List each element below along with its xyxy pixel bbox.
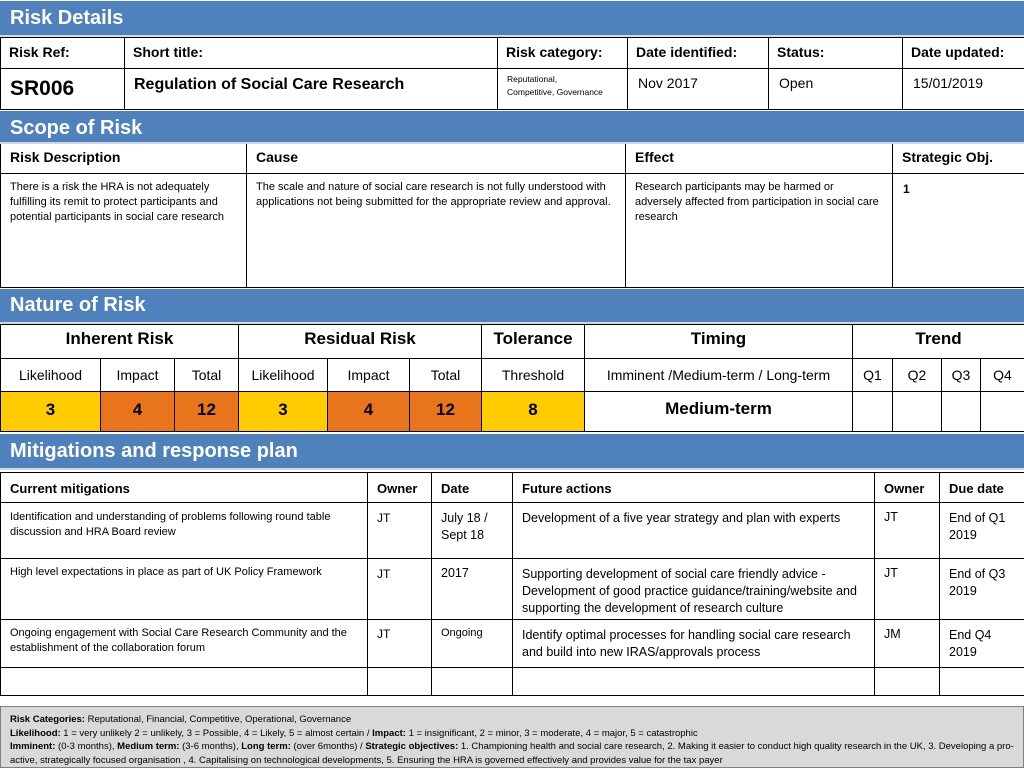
nature-band [0, 288, 1024, 324]
footer-risk-categories-text: Reputational, Financial, Competitive, Operational, Governance [84, 714, 352, 725]
mitigation-empty-row-cell [1, 668, 368, 696]
inherent-impact-value: 4 [101, 392, 175, 432]
residual-total-value: 12 [410, 392, 482, 432]
footer-timing-objectives [10, 740, 1015, 767]
footer-long-label: Long term: [241, 741, 291, 752]
mitigation-empty-row-cell [432, 668, 513, 696]
mitigation-empty-row-cell [875, 668, 940, 696]
strategic-obj-value: 1 [893, 173, 1024, 287]
footer-medium-label: Medium term: [117, 741, 180, 752]
residual-likelihood-value: 3 [239, 392, 328, 432]
mitigation-row-2-future: Supporting development of social care friendly advice - Development of good practice guidance/training/website and supporting the development of research culture [513, 559, 875, 620]
inherent-likelihood-value: 3 [1, 392, 101, 432]
current-mitigations-header: Current mitigations [1, 473, 368, 503]
timing-subheader: Imminent /Medium-term / Long-term [585, 359, 853, 392]
footer-risk-categories [10, 713, 1015, 727]
date-updated-header: Date updated: [903, 38, 1024, 69]
trend-q4-cell [981, 392, 1024, 432]
threshold-value: 8 [482, 392, 585, 432]
mitigation-row-1-owner: JT [368, 503, 432, 559]
inherent-impact-header: Impact [101, 359, 175, 392]
date-identified-header: Date identified: [628, 38, 769, 69]
mitigations-table [0, 472, 1024, 696]
footer-likelihood-label: Likelihood: [10, 727, 61, 739]
footer-long-text: (over 6months) / [290, 741, 366, 752]
trend-q1-cell [853, 392, 893, 432]
date-header: Date [432, 473, 513, 503]
risk-category-header: Risk category: [498, 38, 628, 69]
risk-details-title: Risk Details [10, 6, 124, 29]
mitigation-empty-row-cell [940, 668, 1024, 696]
mitigation-row-2-owner: JT [368, 559, 432, 620]
date-updated-value: 15/01/2019 [903, 69, 1024, 110]
strategic-obj-header: Strategic Obj. [893, 144, 1024, 173]
mitigation-row-1-future: Development of a five year strategy and plan with experts [513, 503, 875, 559]
mitigation-row-3-future: Identify optimal processes for handling social care research and build into new IRAS/approvals process [513, 620, 875, 668]
mitigation-row-1-date: July 18 / Sept 18 [432, 503, 513, 559]
owner-header: Owner [368, 473, 432, 503]
trend-q1-header: Q1 [853, 359, 893, 392]
mitigation-empty-row-cell [368, 668, 432, 696]
residual-likelihood-header: Likelihood [239, 359, 328, 392]
mitigations-title: Mitigations and response plan [10, 439, 298, 462]
footer-impact-text: 1 = insignificant, 2 = minor, 3 = moderate, 4 = major, 5 = catastrophic [405, 727, 698, 739]
due-date-header: Due date [940, 473, 1024, 503]
footer-strategic-text: 1. Championing health and social care research, 2. Making it easier to conduct high quality research in the UK, 3. Developing a pro-active, strategically focused organisation , 4. Capitalising on technological developments, 5. Ensuring the HRA is governed effectively and provides value for the tax payer [10, 741, 1014, 766]
mitigation-row-1-owner2: JT [875, 503, 940, 559]
residual-total-header: Total [410, 359, 482, 392]
mitigation-row-3-owner: JT [368, 620, 432, 668]
footer-medium-text: (3-6 months), [179, 741, 242, 752]
risk-details-band [0, 0, 1024, 37]
trend-q2-cell [893, 392, 942, 432]
residual-impact-header: Impact [328, 359, 410, 392]
risk-ref-value: SR006 [1, 69, 125, 110]
risk-ref-header: Risk Ref: [1, 38, 125, 69]
scope-title: Scope of Risk [10, 116, 143, 139]
cause-header: Cause [247, 144, 626, 173]
scope-band [0, 110, 1024, 144]
trend-q3-header: Q3 [942, 359, 981, 392]
effect-text: Research participants may be harmed or adversely affected from participation in social care research [626, 173, 893, 287]
risk-category-line2: Competitive, Governance [507, 87, 603, 97]
status-value: Open [769, 69, 903, 110]
effect-header: Effect [626, 144, 893, 173]
mitigation-row-3-current: Ongoing engagement with Social Care Research Community and the establishment of the collaboration forum [1, 620, 368, 668]
scope-table [0, 144, 1024, 288]
mitigation-row-2-owner2: JT [875, 559, 940, 620]
future-actions-header: Future actions [513, 473, 875, 503]
short-title-header: Short title: [125, 38, 498, 69]
footer-likelihood-text: 1 = very unlikely 2 = unlikely, 3 = Possible, 4 = Likely, 5 = almost certain / [60, 727, 373, 739]
tolerance-header: Tolerance [482, 325, 585, 359]
footer-strategic-label: Strategic objectives: [365, 741, 459, 752]
footer-likelihood-impact [10, 727, 1015, 741]
footer-imminent-text: (0-3 months), [55, 741, 118, 752]
nature-table [0, 324, 1024, 432]
residual-risk-header: Residual Risk [239, 325, 482, 359]
trend-q3-cell [942, 392, 981, 432]
risk-category-value [498, 69, 628, 110]
inherent-risk-header: Inherent Risk [1, 325, 239, 359]
trend-q2-header: Q2 [893, 359, 942, 392]
mitigation-row-1-due: End of Q1 2019 [940, 503, 1024, 559]
footer-imminent-label: Imminent: [10, 741, 56, 752]
cause-text: The scale and nature of social care research is not fully understood with applications not being submitted for the appropriate review and approval. [247, 173, 626, 287]
mitigation-row-2-due: End of Q3 2019 [940, 559, 1024, 620]
mitigation-row-2-date: 2017 [432, 559, 513, 620]
timing-header: Timing [585, 325, 853, 359]
mitigation-row-3-due: End Q4 2019 [940, 620, 1024, 668]
risk-description-text: There is a risk the HRA is not adequately fulfilling its remit to protect participants and potential participants in social care research [1, 173, 247, 287]
owner2-header: Owner [875, 473, 940, 503]
nature-title: Nature of Risk [10, 294, 146, 316]
mitigation-empty-row-cell [513, 668, 875, 696]
mitigation-row-2-current: High level expectations in place as part of UK Policy Framework [1, 559, 368, 620]
mitigation-row-3-date: Ongoing [432, 620, 513, 668]
trend-q4-header: Q4 [981, 359, 1024, 392]
short-title-value: Regulation of Social Care Research [125, 69, 498, 110]
inherent-total-value: 12 [175, 392, 239, 432]
mitigation-row-1-current: Identification and understanding of problems following round table discussion and HRA Board review [1, 503, 368, 559]
risk-description-header: Risk Description [1, 144, 247, 173]
footer-risk-categories-label: Risk Categories: [10, 714, 85, 725]
mitigation-row-3-owner2: JM [875, 620, 940, 668]
inherent-total-header: Total [175, 359, 239, 392]
trend-header: Trend [853, 325, 1024, 359]
footer-legend [0, 706, 1024, 768]
status-header: Status: [769, 38, 903, 69]
mitigations-band [0, 433, 1024, 470]
risk-details-table [0, 37, 1024, 110]
threshold-header: Threshold [482, 359, 585, 392]
date-identified-value: Nov 2017 [628, 69, 769, 110]
risk-category-line1: Reputational, [507, 74, 558, 84]
inherent-likelihood-header: Likelihood [1, 359, 101, 392]
timing-value: Medium-term [585, 392, 853, 432]
footer-impact-label: Impact: [372, 727, 406, 739]
residual-impact-value: 4 [328, 392, 410, 432]
